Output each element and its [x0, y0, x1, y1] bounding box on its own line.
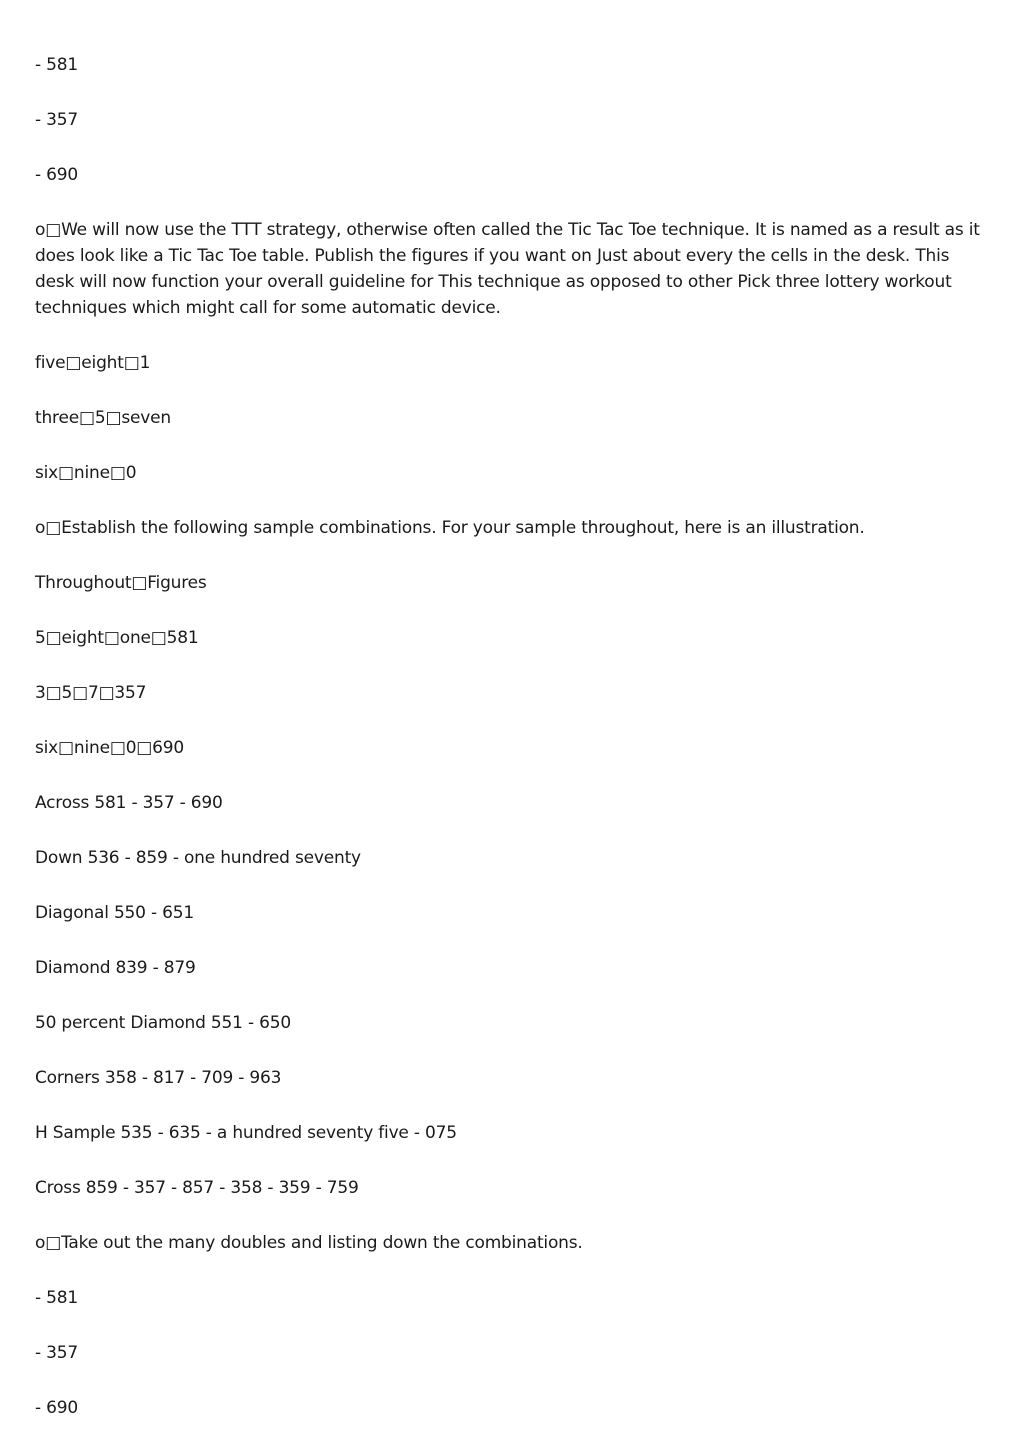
table-row: 5□eight□one□581 — [35, 628, 199, 648]
list-item: - 690 — [35, 1398, 78, 1418]
table-row: 3□5□7□357 — [35, 683, 147, 703]
list-item: - 357 — [35, 1343, 78, 1363]
body-paragraph: o□We will now use the TTT strategy, otherwise often called the Tic Tac Toe technique. It is named as a result as it does look like a Tic Tac Toe table. Publish the figures if you want on Just about every the cells in the desk. This desk will now function your overall guideline for This technique as opposed to other Pick three lottery workout techniques which might call for some automatic device. — [35, 220, 980, 318]
pattern-line: 50 percent Diamond 551 - 650 — [35, 1013, 291, 1033]
pattern-line: Down 536 - 859 - one hundred seventy — [35, 848, 361, 868]
pattern-line: H Sample 535 - 635 - a hundred seventy five - 075 — [35, 1123, 457, 1143]
list-item: - 690 — [35, 165, 78, 185]
grid-row: five□eight□1 — [35, 353, 151, 373]
body-paragraph: o□Take out the many doubles and listing down the combinations. — [35, 1233, 583, 1253]
document-body — [35, 52, 985, 1450]
grid-row: six□nine□0 — [35, 463, 137, 483]
list-item: - 581 — [35, 1288, 78, 1308]
pattern-line: Cross 859 - 357 - 857 - 358 - 359 - 759 — [35, 1178, 359, 1198]
pattern-line: Across 581 - 357 - 690 — [35, 793, 223, 813]
pattern-line: Corners 358 - 817 - 709 - 963 — [35, 1068, 282, 1088]
pattern-line: Diagonal 550 - 651 — [35, 903, 194, 923]
grid-row: three□5□seven — [35, 408, 171, 428]
list-item: - 357 — [35, 110, 78, 130]
pattern-line: Diamond 839 - 879 — [35, 958, 196, 978]
body-paragraph: o□Establish the following sample combinations. For your sample throughout, here is an illustration. — [35, 518, 865, 538]
table-row: six□nine□0□690 — [35, 738, 185, 758]
table-header: Throughout□Figures — [35, 573, 207, 593]
list-item: - 581 — [35, 55, 78, 75]
